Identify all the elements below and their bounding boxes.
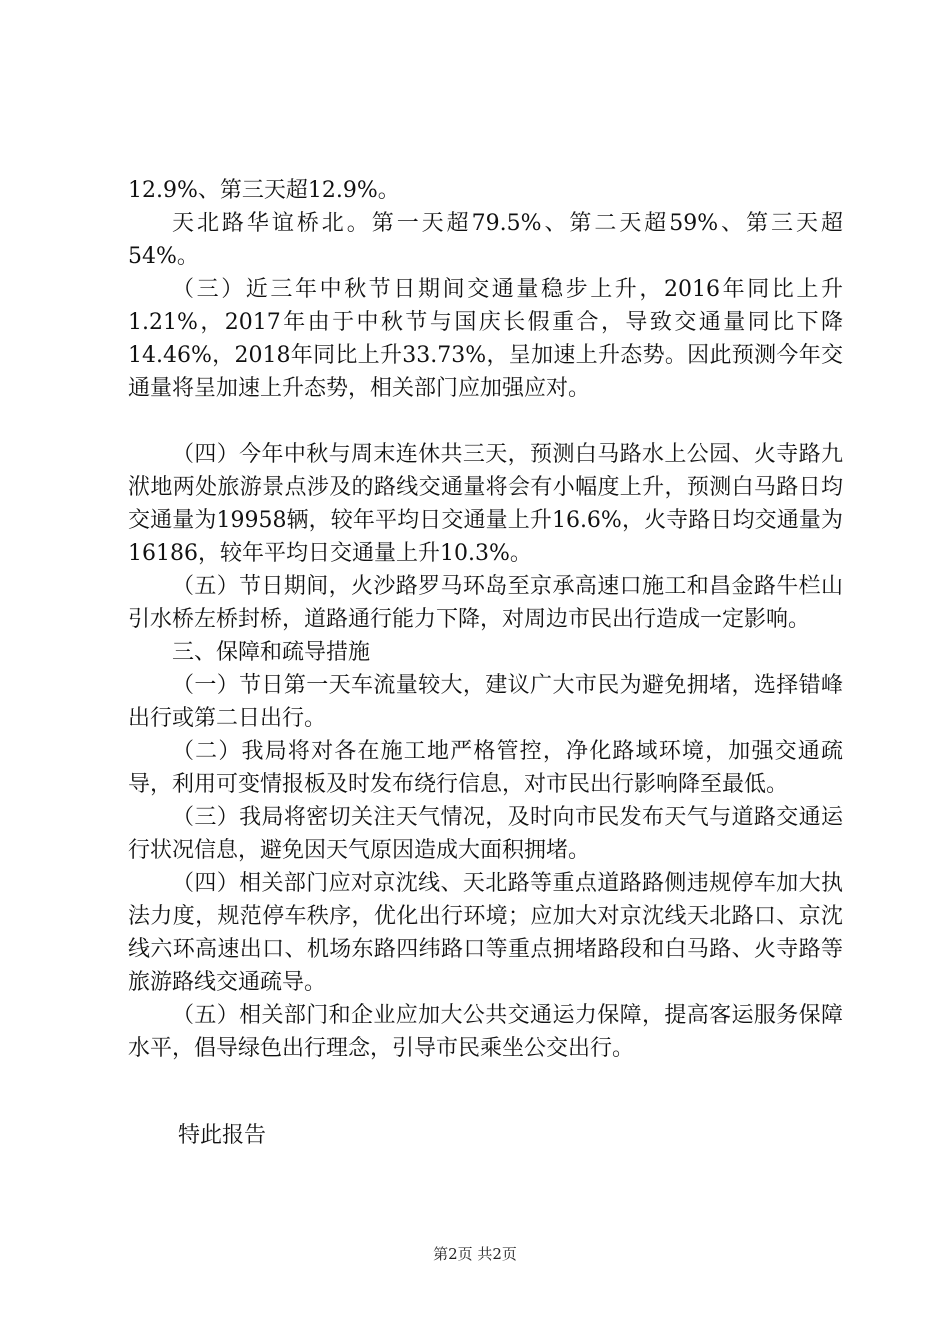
paragraph-measure-1: （一）节日第一天车流量较大，建议广大市民为避免拥堵，选择错峰出行或第二日出行。 bbox=[128, 673, 843, 731]
paragraph-item-4-forecast: （四）今年中秋与周末连休共三天，预测白马路水上公园、火寺路九洑地两处旅游景点涉及的路线交通量将会有小幅度上升，预测白马路日均交通量为19958辆，较年平均日交通量上升16.6%，火寺路日均交通量为16186，较年平均日交通量上升10.3%。 bbox=[128, 442, 843, 566]
paragraph-measure-5: （五）相关部门和企业应加大公共交通运力保障，提高客运服务保障水平，倡导绿色出行理念，引导市民乘坐公交出行。 bbox=[128, 1003, 843, 1061]
closing-line: 特此报告 bbox=[178, 1123, 267, 1148]
page-number-footer: 第2页 共2页 bbox=[433, 1245, 517, 1263]
section-heading-measures: 三、保障和疏导措施 bbox=[172, 640, 371, 665]
paragraph-measure-3: （三）我局将密切关注天气情况，及时向市民发布天气与道路交通运行状况信息，避免因天气原因造成大面积拥堵。 bbox=[128, 805, 843, 863]
document-body bbox=[128, 174, 843, 1065]
paragraph-item-3-traffic-trend: （三）近三年中秋节日期间交通量稳步上升，2016年同比上升1.21%，2017年由于中秋节与国庆长假重合，导致交通量同比下降14.46%，2018年同比上升33.73%，呈加速上升态势。因此预测今年交通量将呈加速上升态势，相关部门应加强应对。 bbox=[128, 277, 843, 401]
paragraph-measure-4: （四）相关部门应对京沈线、天北路等重点道路路侧违规停车加大执法力度，规范停车秩序，优化出行环境；应加大对京沈线天北路口、京沈线六环高速出口、机场东路四纬路口等重点拥堵路段和白马路、火寺路等旅游路线交通疏导。 bbox=[128, 871, 843, 995]
paragraph-tianbei-road: 天北路华谊桥北。第一天超79.5%、第二天超59%、第三天超54%。 bbox=[128, 211, 843, 269]
paragraph-continuation: 12.9%、第三天超12.9%。 bbox=[128, 178, 400, 203]
paragraph-item-5-construction: （五）节日期间，火沙路罗马环岛至京承高速口施工和昌金路牛栏山引水桥左桥封桥，道路通行能力下降，对周边市民出行造成一定影响。 bbox=[128, 574, 843, 632]
paragraph-measure-2: （二）我局将对各在施工地严格管控，净化路域环境，加强交通疏导，利用可变情报板及时发布绕行信息，对市民出行影响降至最低。 bbox=[128, 739, 843, 797]
